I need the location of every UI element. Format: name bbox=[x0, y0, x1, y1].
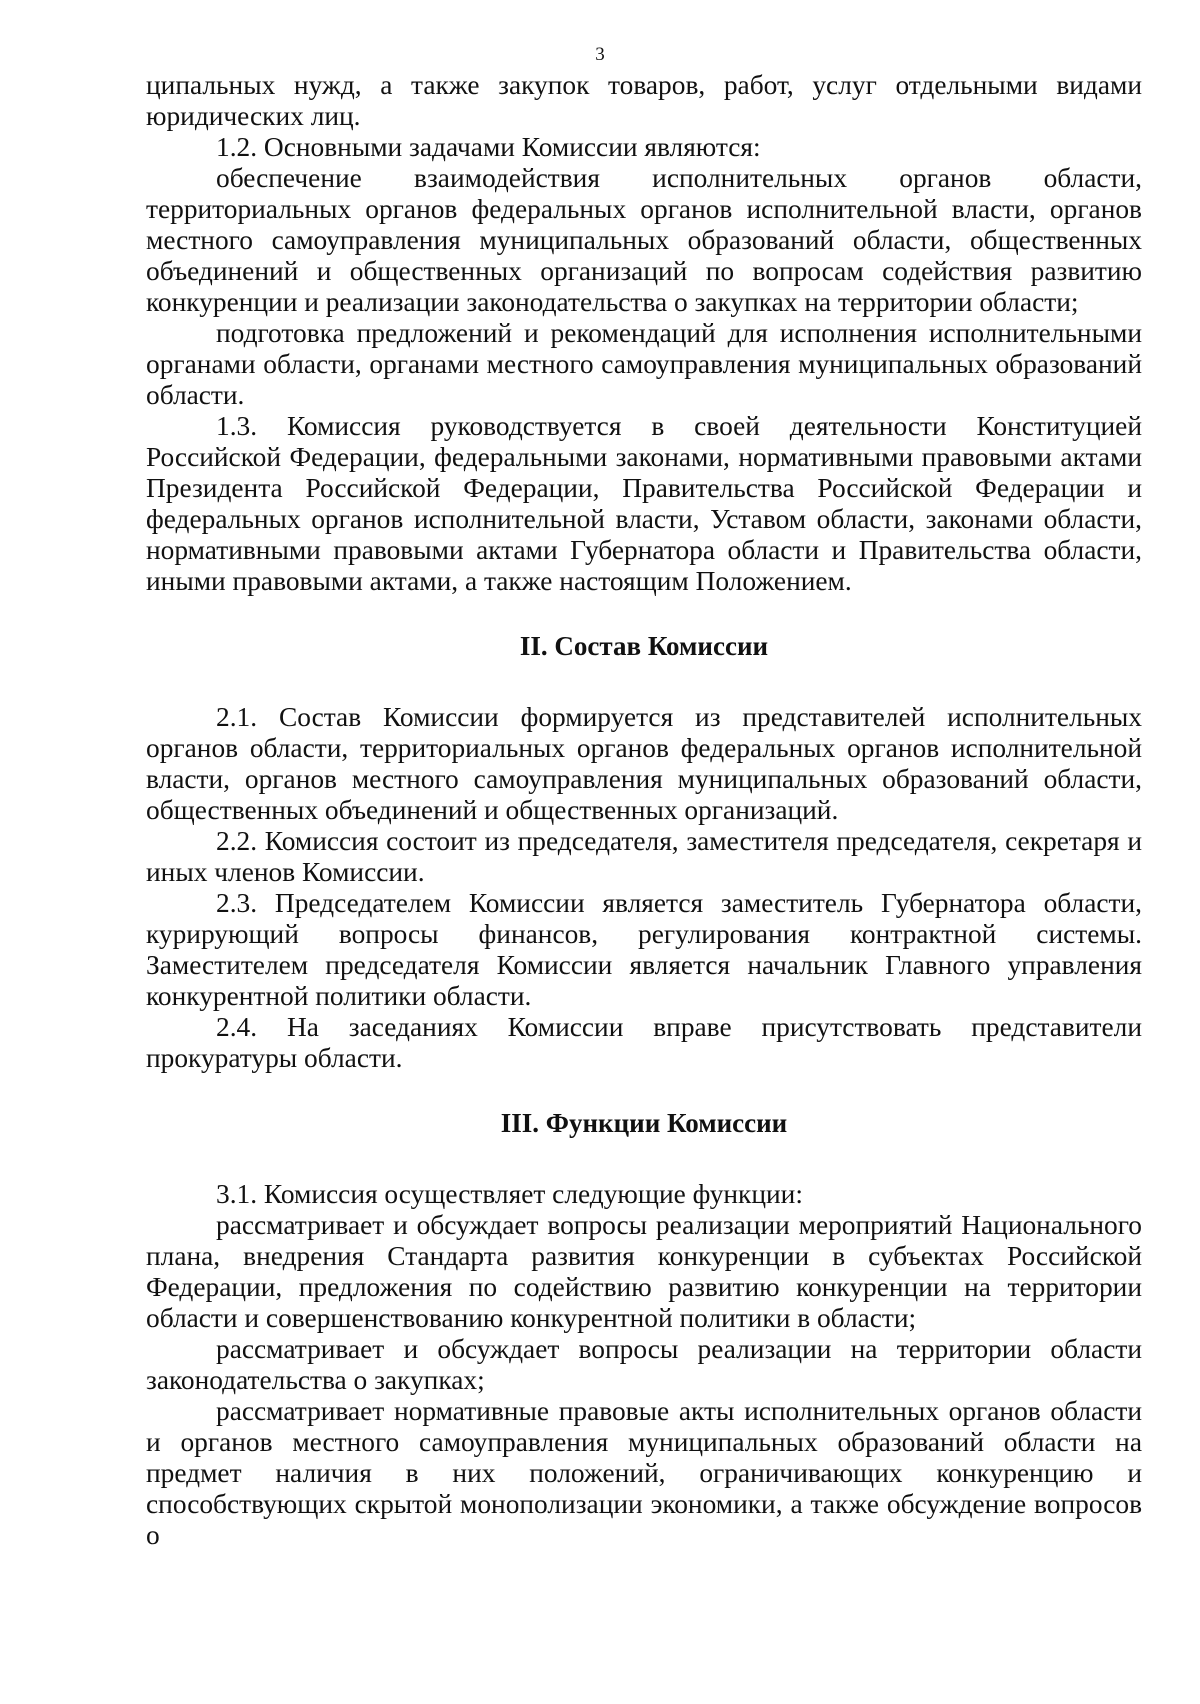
section-3-heading: III. Функции Комиссии bbox=[500, 1108, 788, 1138]
paragraph-1-3: 1.3. Комиссия руководствуется в своей деятельности Конституцией Российской Федерации, федеральными законами, нормативными правовыми актами Президента Российской Федерации, Правительства Российской Федерации и федеральных органов исполнительной власти, Уставом области, законами области, нормативными правовыми актами Губернатора области и Правительства области, иными правовыми актами, а также настоящим Положением. bbox=[146, 411, 1142, 596]
paragraph-continuation: ципальных нужд, а также закупок товаров, работ, услуг отдельными видами юридических лиц. bbox=[146, 70, 1142, 131]
paragraph-1-2-task-proposals: подготовка предложений и рекомендаций для исполнения исполнительными органами области, органами местного самоуправления муниципальных образований области. bbox=[146, 318, 1142, 410]
document-body bbox=[146, 70, 1142, 1551]
paragraph-3-1-procurement: рассматривает и обсуждает вопросы реализации на территории области законодательства о закупках; bbox=[146, 1334, 1142, 1395]
paragraph-3-1: 3.1. Комиссия осуществляет следующие функции: bbox=[216, 1179, 803, 1209]
paragraph-2-3: 2.3. Председателем Комиссии является заместитель Губернатора области, курирующий вопросы финансов, регулирования контрактной системы. Заместителем председателя Комиссии является начальник Главного управления конкурентной политики области. bbox=[146, 888, 1142, 1011]
paragraph-1-2: 1.2. Основными задачами Комиссии являются: bbox=[216, 132, 761, 162]
paragraph-3-1-national-plan: рассматривает и обсуждает вопросы реализации мероприятий Национального плана, внедрения Стандарта развития конкуренции в субъектах Российской Федерации, предложения по содействию развитию конкуренции на территории области и совершенствованию конкурентной политики в области; bbox=[146, 1210, 1142, 1333]
paragraph-2-4: 2.4. На заседаниях Комиссии вправе присутствовать представители прокуратуры области. bbox=[146, 1012, 1142, 1073]
paragraph-1-2-task-interaction: обеспечение взаимодействия исполнительных органов области, территориальных органов федеральных органов исполнительной власти, органов местного самоуправления муниципальных образований области, общественных объединений и общественных организаций по вопросам содействия развитию конкуренции и реализации законодательства о закупках на территории области; bbox=[146, 163, 1142, 317]
section-2-heading: II. Состав Комиссии bbox=[519, 631, 769, 661]
page-number: 3 bbox=[595, 44, 605, 65]
paragraph-2-2: 2.2. Комиссия состоит из председателя, заместителя председателя, секретаря и иных членов Комиссии. bbox=[146, 826, 1142, 887]
paragraph-2-1: 2.1. Состав Комиссии формируется из представителей исполнительных органов области, территориальных органов федеральных органов исполнительной власти, органов местного самоуправления муниципальных образований области, общественных объединений и общественных организаций. bbox=[146, 702, 1142, 825]
paragraph-3-1-normative-acts: рассматривает нормативные правовые акты исполнительных органов области и органов местного самоуправления муниципальных образований области на предмет наличия в них положений, ограничивающих конкуренцию и способствующих скрытой монополизации экономики, а также обсуждение вопросов о bbox=[146, 1396, 1142, 1550]
